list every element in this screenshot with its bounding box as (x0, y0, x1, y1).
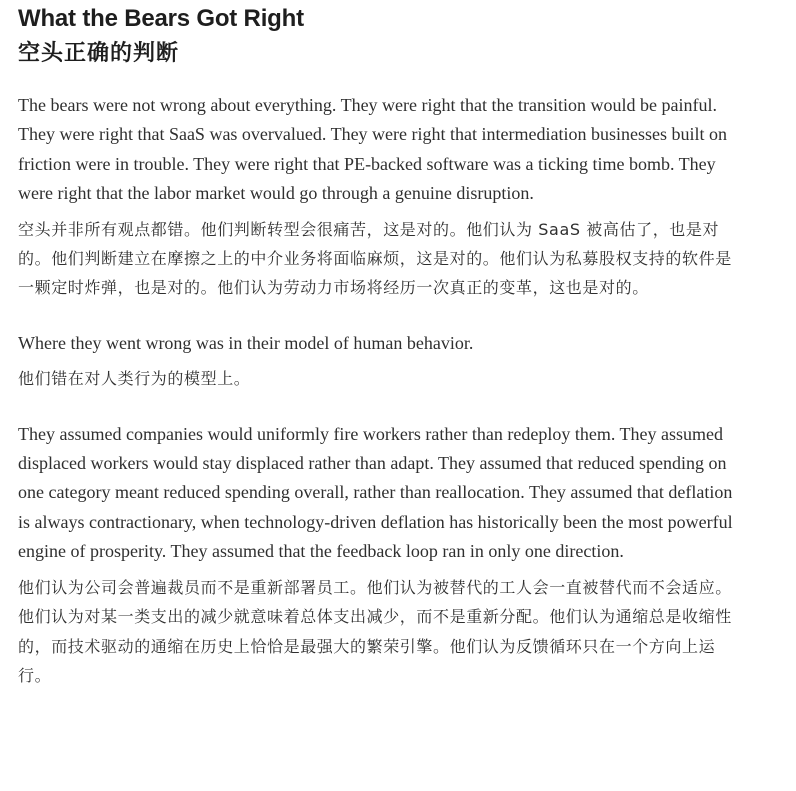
paragraph-chinese: 他们认为公司会普遍裁员而不是重新部署员工。他们认为被替代的工人会一直被替代而不会适应。他们认为对某一类支出的减少就意味着总体支出减少，而不是重新分配。他们认为通缩总是收缩性的，而技术驱动的通缩在历史上恰恰是最强大的繁荣引擎。他们认为反馈循环只在一个方向上运行。 (18, 577, 732, 685)
article (18, 0, 788, 690)
section-where-wrong (18, 329, 788, 394)
paragraph-chinese: 空头并非所有观点都错。他们判断转型会很痛苦，这是对的。他们认为 SaaS 被高估了，也是对的。他们判断建立在摩擦之上的中介业务将面临麻烦，这是对的。他们认为私募股权支持的软件是一颗定时炸弹，也是对的。他们认为劳动力市场将经历一次真正的变革，这也是对的。 (18, 219, 732, 298)
article-title-english: What the Bears Got Right (18, 5, 304, 32)
section-bears-right (18, 91, 788, 303)
section-assumptions (18, 420, 788, 691)
paragraph-english: They assumed companies would uniformly fire workers rather than redeploy them. They assumed displaced workers would stay displaced rather than adapt. They assumed that reduced spending on one category meant reduced spending overall, rather than reallocation. They assumed that deflation is always contractionary, when technology-driven deflation has historically been the most powerful engine of prosperity. They assumed that the feedback loop ran in only one direction. (18, 423, 733, 562)
article-title-chinese: 空头正确的判断 (18, 41, 180, 66)
paragraph-english: The bears were not wrong about everything. They were right that the transition would be painful. They were right that SaaS was overvalued. They were right that intermediation businesses built on friction were in trouble. They were right that PE-backed software was a ticking time bomb. They were right that the labor market would go through a genuine disruption. (18, 95, 727, 204)
paragraph-english: Where they went wrong was in their model of human behavior. (18, 332, 474, 353)
paragraph-chinese: 他们错在对人类行为的模型上。 (18, 369, 251, 389)
